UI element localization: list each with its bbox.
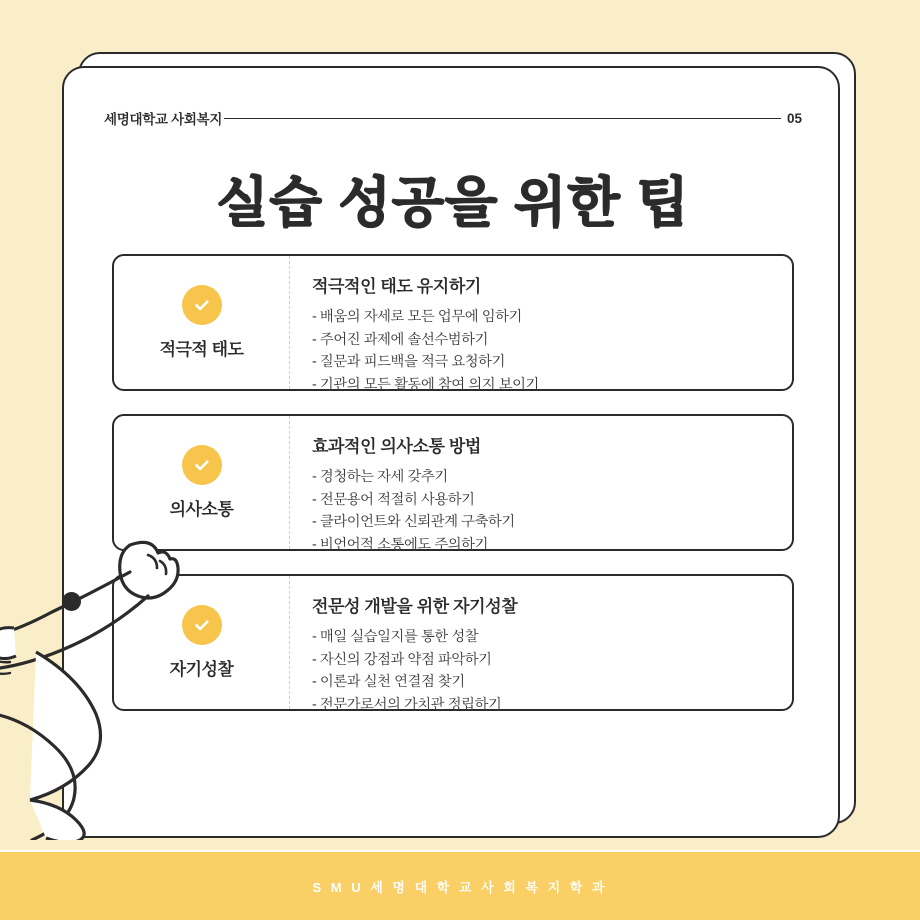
tip-heading: 적극적인 태도 유지하기 — [312, 277, 481, 296]
check-circle-icon — [182, 285, 222, 325]
tip-items — [312, 306, 774, 396]
tip-category-label: 적극적 태도 — [159, 340, 244, 359]
tip-item: - 클라이언트와 신뢰관계 구축하기 — [312, 514, 515, 530]
tips-list — [112, 254, 794, 711]
tip-category-label: 자기성찰 — [169, 660, 234, 679]
tip-category-block — [114, 576, 290, 709]
tip-item: - 비언어적 소통에도 주의하기 — [312, 536, 489, 553]
tip-heading: 효과적인 의사소통 방법 — [312, 437, 481, 456]
tip-card — [112, 254, 794, 391]
decorative-dot — [62, 592, 81, 611]
tip-category-label: 의사소통 — [169, 500, 234, 519]
tip-heading: 전문성 개발을 위한 자기성찰 — [312, 597, 518, 616]
page-title: 실습 성공을 위한 팁 — [216, 173, 690, 233]
footer-text: S M U 세 명 대 학 교 사 회 복 지 학 과 — [312, 879, 608, 895]
tip-item: - 전문용어 적절히 사용하기 — [312, 491, 475, 508]
footer-bar — [0, 850, 920, 920]
tip-item: - 배움의 자세로 모든 업무에 임하기 — [312, 309, 522, 325]
tip-item: - 경청하는 자세 갖추기 — [312, 469, 448, 485]
tip-item: - 질문과 피드백을 적극 요청하기 — [312, 354, 505, 370]
tip-body — [290, 576, 792, 713]
tip-item: - 이론과 실천 연결점 찾기 — [312, 674, 465, 690]
header-rule — [224, 118, 781, 119]
header-label: 세명대학교 사회복지 — [104, 112, 223, 127]
tip-card — [112, 574, 794, 711]
page-number: 05 — [786, 110, 802, 126]
check-circle-icon — [182, 445, 222, 485]
tip-card — [112, 414, 794, 551]
tip-item: - 주어진 과제에 솔선수범하기 — [312, 331, 489, 348]
tip-body — [290, 416, 792, 553]
slide-card — [62, 66, 840, 838]
tip-item: - 전문가로서의 가치관 정립하기 — [312, 696, 502, 713]
tip-item: - 기관의 모든 활동에 참여 의지 보이기 — [312, 376, 539, 393]
tip-items — [312, 466, 774, 556]
slide-header — [104, 108, 802, 128]
tip-item: - 자신의 강점과 약점 파악하기 — [312, 651, 492, 668]
tip-category-block — [114, 416, 290, 549]
check-circle-icon — [182, 605, 222, 645]
tip-item: - 매일 실습일지를 통한 성찰 — [312, 629, 479, 645]
tip-body — [290, 256, 792, 393]
tip-category-block — [114, 256, 290, 389]
tip-items — [312, 626, 774, 716]
